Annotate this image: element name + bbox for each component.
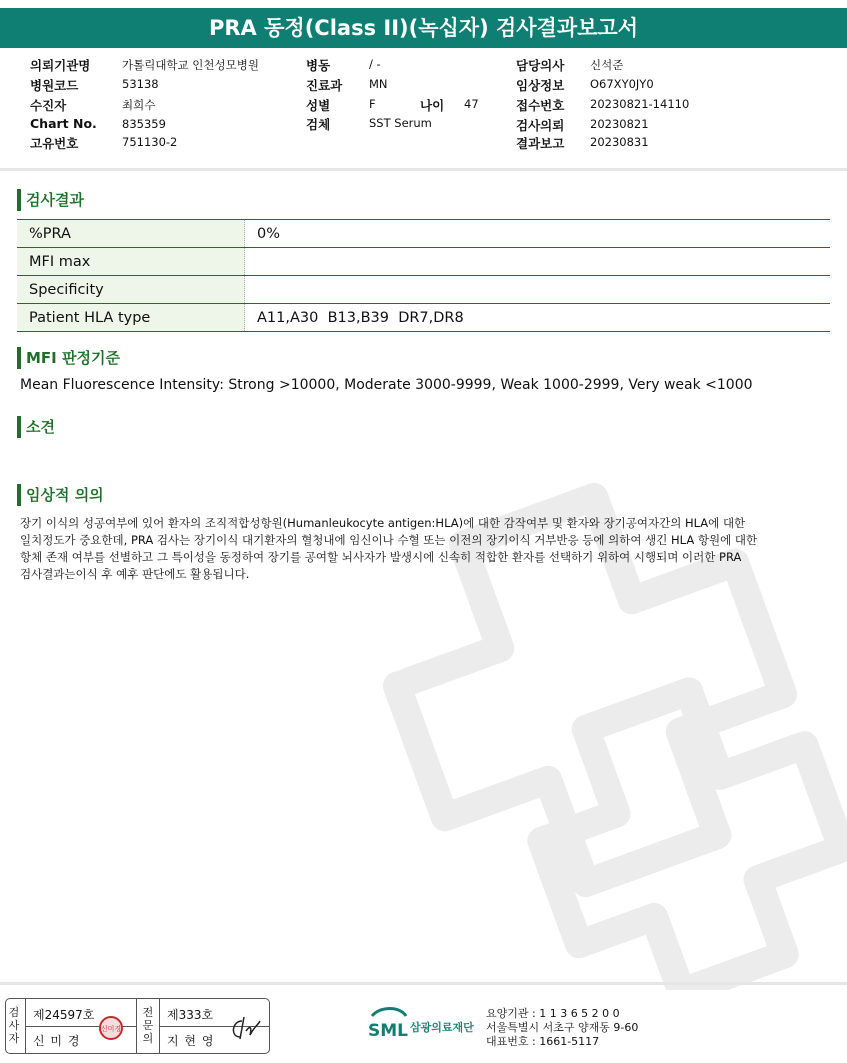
- table-row: [17, 220, 830, 248]
- specialist-vertical-label: 전문의: [142, 1006, 154, 1045]
- report-date-value: 20230831: [590, 135, 649, 149]
- dept-value: MN: [369, 77, 388, 91]
- doctor-label: 담당의사: [516, 58, 565, 73]
- clinical-significance-text: [20, 515, 820, 583]
- clinical-line: 검사결과는이식 후 예후 판단에도 활용됩니다.: [20, 567, 250, 581]
- result-label-pra: %PRA: [17, 220, 245, 248]
- mfi-section-title: MFI 판정기준: [17, 347, 120, 369]
- specialist-name: 지 현 영: [167, 1034, 215, 1048]
- footer-divider: [0, 982, 847, 985]
- specimen-value: SST Serum: [369, 116, 432, 130]
- clinical-info-label: 임상정보: [516, 78, 565, 93]
- examiner-license-no: 제24597호: [33, 1008, 95, 1022]
- result-label-specificity: Specificity: [17, 276, 245, 304]
- examiner-vertical-label: 검사자: [8, 1006, 20, 1045]
- result-value-mfi-max: [245, 248, 831, 276]
- receipt-no-value: 20230821-14110: [590, 97, 690, 111]
- clinical-line: 장기 이식의 성공여부에 있어 환자의 조직적합성항원(Humanleukocyte antigen:HLA)에 대한 감작여부 및 환자와 장기공여자간의 HLA에 대한: [20, 516, 746, 530]
- result-label-hla-type: Patient HLA type: [17, 304, 245, 332]
- ward-label: 병동: [306, 58, 331, 73]
- hospital-code-value: 53138: [122, 77, 159, 91]
- specimen-label: 검체: [306, 117, 331, 132]
- unique-no-value: 751130-2: [122, 135, 178, 149]
- institution-value: 가톨릭대학교 인천성모병원: [122, 58, 259, 72]
- institution-label: 의뢰기관명: [30, 58, 91, 73]
- header-divider: [0, 168, 847, 171]
- red-seal-stamp: [98, 1015, 124, 1041]
- divider: [136, 999, 137, 1053]
- clinical-line: 일치정도가 중요한데, PRA 검사는 장기이식 대기환자의 혈청내에 임신이나 수혈 또는 이전의 장기이식 거부반응 등에 의하여 생긴 HLA 항원에 대한: [20, 533, 758, 547]
- clinical-info-value: O67XY0JY0: [590, 77, 654, 91]
- results-section-title: 검사결과: [17, 189, 84, 211]
- age-label: 나이: [420, 98, 445, 113]
- seal-text: 신미경: [100, 1025, 122, 1033]
- receipt-no-label: 접수번호: [516, 98, 565, 113]
- table-row: [17, 248, 830, 276]
- signature-box: [5, 998, 270, 1054]
- clinical-section-title: 임상적 의의: [17, 484, 104, 506]
- sex-label: 성별: [306, 98, 331, 113]
- examiner-name: 신 미 경: [33, 1034, 81, 1048]
- specialist-license-no: 제333호: [167, 1008, 214, 1022]
- org-line: 대표번호 : 1661-5117: [486, 1035, 600, 1048]
- chart-no-value: 835359: [122, 117, 166, 131]
- patient-label: 수진자: [30, 98, 67, 113]
- clinical-line: 항체 존재 여부를 선별하고 그 특이성을 동정하여 장기를 공여할 뇌사자가 발생시에 신속히 적합한 환자를 선택하기 위하여 시행되며 이러한 PRA: [20, 550, 742, 564]
- report-title: PRA 동정(Class II)(녹십자) 검사결과보고서: [0, 8, 847, 48]
- logo-name: 삼광의료재단: [410, 1021, 474, 1034]
- doctor-value: 신석준: [590, 58, 624, 72]
- logo-letters: SML: [368, 1021, 408, 1041]
- sex-value: F: [369, 97, 376, 111]
- report-date-label: 결과보고: [516, 136, 565, 151]
- results-table: [17, 219, 830, 332]
- dept-label: 진료과: [306, 78, 343, 93]
- patient-value: 최희수: [122, 98, 156, 112]
- org-line: 요양기관 : 1 1 3 6 5 2 0 0: [486, 1007, 620, 1020]
- ward-value: / -: [369, 57, 381, 71]
- age-value: 47: [464, 97, 479, 111]
- mfi-criteria-text: Mean Fluorescence Intensity: Strong >10000, Moderate 3000-9999, Weak 1000-2999, Very weak <1000: [20, 377, 753, 393]
- unique-no-label: 고유번호: [30, 136, 79, 151]
- table-row: [17, 304, 830, 332]
- request-date-label: 검사의뢰: [516, 118, 565, 133]
- opinion-section-title: 소견: [17, 416, 55, 438]
- table-row: [17, 276, 830, 304]
- handwritten-signature: [228, 1013, 262, 1043]
- org-line: 서울특별시 서초구 양재동 9-60: [486, 1021, 639, 1034]
- result-value-pra: 0%: [245, 220, 831, 248]
- chart-no-label: Chart No.: [30, 116, 97, 131]
- result-value-specificity: [245, 276, 831, 304]
- hospital-code-label: 병원코드: [30, 78, 79, 93]
- report-header: [0, 56, 847, 166]
- organization-info: [486, 1007, 638, 1049]
- result-label-mfi-max: MFI max: [17, 248, 245, 276]
- request-date-value: 20230821: [590, 117, 649, 131]
- result-value-hla-type: A11,A30 B13,B39 DR7,DR8: [245, 304, 831, 332]
